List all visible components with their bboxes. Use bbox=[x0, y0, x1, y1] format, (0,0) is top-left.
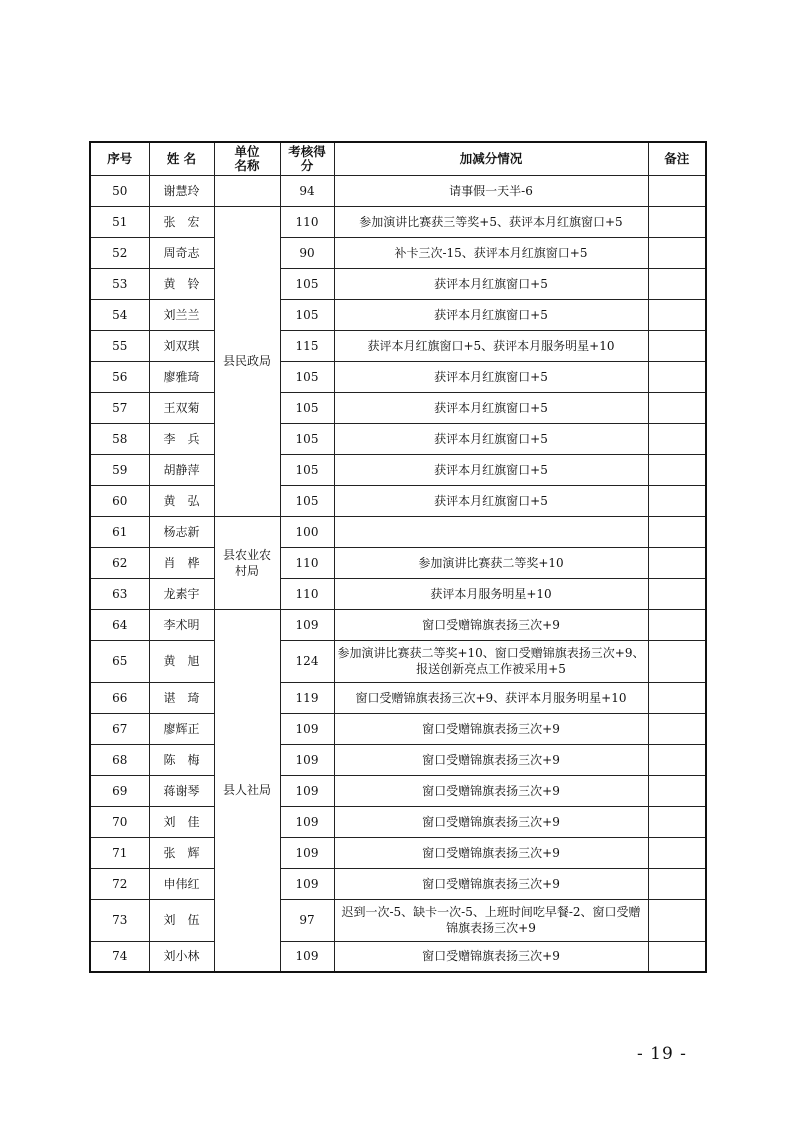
seq-cell: 63 bbox=[90, 578, 149, 609]
seq-cell: 50 bbox=[90, 175, 149, 206]
table-row bbox=[90, 868, 706, 899]
remark-cell bbox=[648, 713, 706, 744]
remark-cell bbox=[648, 206, 706, 237]
notes-cell: 获评本月红旗窗口+5 bbox=[334, 423, 648, 454]
header-seq: 序号 bbox=[90, 142, 149, 175]
remark-cell bbox=[648, 299, 706, 330]
score-cell: 105 bbox=[280, 423, 334, 454]
notes-cell: 获评本月红旗窗口+5 bbox=[334, 454, 648, 485]
assessment-table bbox=[89, 141, 707, 973]
remark-cell bbox=[648, 578, 706, 609]
score-cell: 105 bbox=[280, 299, 334, 330]
name-cell: 李术明 bbox=[149, 609, 214, 640]
remark-cell bbox=[648, 485, 706, 516]
header-remark: 备注 bbox=[648, 142, 706, 175]
header-unit: 单位 名称 bbox=[214, 142, 280, 175]
name-cell: 谢慧玲 bbox=[149, 175, 214, 206]
score-cell: 90 bbox=[280, 237, 334, 268]
name-cell: 黄 弘 bbox=[149, 485, 214, 516]
score-cell: 110 bbox=[280, 578, 334, 609]
unit-cell-minzheng: 县民政局 bbox=[214, 206, 280, 516]
table-row bbox=[90, 640, 706, 682]
seq-cell: 70 bbox=[90, 806, 149, 837]
remark-cell bbox=[648, 899, 706, 941]
table-row bbox=[90, 516, 706, 547]
table-row bbox=[90, 454, 706, 485]
remark-cell bbox=[648, 775, 706, 806]
score-cell: 105 bbox=[280, 485, 334, 516]
score-cell: 109 bbox=[280, 713, 334, 744]
remark-cell bbox=[648, 423, 706, 454]
remark-cell bbox=[648, 330, 706, 361]
table-row bbox=[90, 423, 706, 454]
seq-cell: 55 bbox=[90, 330, 149, 361]
seq-cell: 65 bbox=[90, 640, 149, 682]
seq-cell: 56 bbox=[90, 361, 149, 392]
table-row bbox=[90, 806, 706, 837]
header-notes: 加减分情况 bbox=[334, 142, 648, 175]
table-row bbox=[90, 682, 706, 713]
unit-cell-empty bbox=[214, 175, 280, 206]
table-row bbox=[90, 206, 706, 237]
remark-cell bbox=[648, 392, 706, 423]
notes-cell: 获评本月红旗窗口+5 bbox=[334, 361, 648, 392]
notes-cell: 窗口受赠锦旗表扬三次+9 bbox=[334, 837, 648, 868]
seq-cell: 62 bbox=[90, 547, 149, 578]
remark-cell bbox=[648, 806, 706, 837]
notes-cell bbox=[334, 516, 648, 547]
table-row bbox=[90, 899, 706, 941]
score-cell: 94 bbox=[280, 175, 334, 206]
seq-cell: 51 bbox=[90, 206, 149, 237]
score-cell: 105 bbox=[280, 454, 334, 485]
seq-cell: 69 bbox=[90, 775, 149, 806]
seq-cell: 71 bbox=[90, 837, 149, 868]
remark-cell bbox=[648, 516, 706, 547]
remark-cell bbox=[648, 682, 706, 713]
notes-cell: 窗口受赠锦旗表扬三次+9、获评本月服务明星+10 bbox=[334, 682, 648, 713]
table-row bbox=[90, 237, 706, 268]
seq-cell: 61 bbox=[90, 516, 149, 547]
table-row bbox=[90, 837, 706, 868]
name-cell: 刘 伍 bbox=[149, 899, 214, 941]
name-cell: 龙素宇 bbox=[149, 578, 214, 609]
notes-cell: 迟到一次-5、缺卡一次-5、上班时间吃早餐-2、窗口受赠锦旗表扬三次+9 bbox=[334, 899, 648, 941]
name-cell: 陈 梅 bbox=[149, 744, 214, 775]
name-cell: 胡静萍 bbox=[149, 454, 214, 485]
notes-cell: 窗口受赠锦旗表扬三次+9 bbox=[334, 941, 648, 972]
notes-cell: 参加演讲比赛获三等奖+5、获评本月红旗窗口+5 bbox=[334, 206, 648, 237]
notes-cell: 获评本月红旗窗口+5 bbox=[334, 299, 648, 330]
seq-cell: 74 bbox=[90, 941, 149, 972]
table-row bbox=[90, 941, 706, 972]
notes-cell: 获评本月红旗窗口+5 bbox=[334, 268, 648, 299]
score-cell: 97 bbox=[280, 899, 334, 941]
seq-cell: 57 bbox=[90, 392, 149, 423]
seq-cell: 64 bbox=[90, 609, 149, 640]
seq-cell: 54 bbox=[90, 299, 149, 330]
notes-cell: 窗口受赠锦旗表扬三次+9 bbox=[334, 775, 648, 806]
notes-cell: 获评本月红旗窗口+5 bbox=[334, 392, 648, 423]
notes-cell: 获评本月红旗窗口+5 bbox=[334, 485, 648, 516]
score-cell: 109 bbox=[280, 775, 334, 806]
notes-cell: 补卡三次-15、获评本月红旗窗口+5 bbox=[334, 237, 648, 268]
table-row bbox=[90, 744, 706, 775]
table-row bbox=[90, 547, 706, 578]
notes-cell: 窗口受赠锦旗表扬三次+9 bbox=[334, 868, 648, 899]
seq-cell: 73 bbox=[90, 899, 149, 941]
remark-cell bbox=[648, 361, 706, 392]
score-cell: 124 bbox=[280, 640, 334, 682]
table-row bbox=[90, 485, 706, 516]
remark-cell bbox=[648, 941, 706, 972]
unit-cell-nongye: 县农业农村局 bbox=[214, 516, 280, 609]
score-cell: 110 bbox=[280, 547, 334, 578]
remark-cell bbox=[648, 868, 706, 899]
score-cell: 109 bbox=[280, 941, 334, 972]
name-cell: 刘兰兰 bbox=[149, 299, 214, 330]
header-name: 姓 名 bbox=[149, 142, 214, 175]
name-cell: 刘小林 bbox=[149, 941, 214, 972]
name-cell: 李 兵 bbox=[149, 423, 214, 454]
seq-cell: 68 bbox=[90, 744, 149, 775]
notes-cell: 请事假一天半-6 bbox=[334, 175, 648, 206]
seq-cell: 67 bbox=[90, 713, 149, 744]
notes-cell: 参加演讲比赛获二等奖+10、窗口受赠锦旗表扬三次+9、报送创新亮点工作被采用+5 bbox=[334, 640, 648, 682]
remark-cell bbox=[648, 268, 706, 299]
table-row bbox=[90, 299, 706, 330]
name-cell: 谌 琦 bbox=[149, 682, 214, 713]
seq-cell: 53 bbox=[90, 268, 149, 299]
notes-cell: 窗口受赠锦旗表扬三次+9 bbox=[334, 744, 648, 775]
seq-cell: 52 bbox=[90, 237, 149, 268]
seq-cell: 72 bbox=[90, 868, 149, 899]
seq-cell: 58 bbox=[90, 423, 149, 454]
notes-cell: 获评本月红旗窗口+5、获评本月服务明星+10 bbox=[334, 330, 648, 361]
score-cell: 105 bbox=[280, 392, 334, 423]
name-cell: 黄 铃 bbox=[149, 268, 214, 299]
name-cell: 蒋谢琴 bbox=[149, 775, 214, 806]
notes-cell: 参加演讲比赛获二等奖+10 bbox=[334, 547, 648, 578]
remark-cell bbox=[648, 547, 706, 578]
remark-cell bbox=[648, 175, 706, 206]
score-cell: 119 bbox=[280, 682, 334, 713]
score-cell: 100 bbox=[280, 516, 334, 547]
name-cell: 王双菊 bbox=[149, 392, 214, 423]
name-cell: 廖雅琦 bbox=[149, 361, 214, 392]
header-row bbox=[90, 142, 706, 175]
score-cell: 110 bbox=[280, 206, 334, 237]
remark-cell bbox=[648, 454, 706, 485]
score-cell: 109 bbox=[280, 837, 334, 868]
notes-cell: 窗口受赠锦旗表扬三次+9 bbox=[334, 609, 648, 640]
seq-cell: 66 bbox=[90, 682, 149, 713]
remark-cell bbox=[648, 237, 706, 268]
table-row bbox=[90, 268, 706, 299]
notes-cell: 窗口受赠锦旗表扬三次+9 bbox=[334, 713, 648, 744]
name-cell: 肖 桦 bbox=[149, 547, 214, 578]
unit-cell-renshe: 县人社局 bbox=[214, 609, 280, 972]
remark-cell bbox=[648, 744, 706, 775]
notes-cell: 获评本月服务明星+10 bbox=[334, 578, 648, 609]
score-cell: 105 bbox=[280, 361, 334, 392]
name-cell: 张 宏 bbox=[149, 206, 214, 237]
table-row bbox=[90, 578, 706, 609]
notes-cell: 窗口受赠锦旗表扬三次+9 bbox=[334, 806, 648, 837]
remark-cell bbox=[648, 609, 706, 640]
name-cell: 刘双琪 bbox=[149, 330, 214, 361]
header-score: 考核得分 bbox=[280, 142, 334, 175]
name-cell: 黄 旭 bbox=[149, 640, 214, 682]
remark-cell bbox=[648, 640, 706, 682]
name-cell: 刘 佳 bbox=[149, 806, 214, 837]
table-row bbox=[90, 361, 706, 392]
seq-cell: 60 bbox=[90, 485, 149, 516]
score-cell: 115 bbox=[280, 330, 334, 361]
remark-cell bbox=[648, 837, 706, 868]
name-cell: 申伟红 bbox=[149, 868, 214, 899]
seq-cell: 59 bbox=[90, 454, 149, 485]
score-cell: 109 bbox=[280, 744, 334, 775]
page-number: - 19 - bbox=[637, 1044, 687, 1064]
name-cell: 廖辉正 bbox=[149, 713, 214, 744]
table-row bbox=[90, 713, 706, 744]
score-cell: 109 bbox=[280, 868, 334, 899]
table-row bbox=[90, 392, 706, 423]
score-cell: 105 bbox=[280, 268, 334, 299]
table-row bbox=[90, 775, 706, 806]
score-cell: 109 bbox=[280, 609, 334, 640]
score-cell: 109 bbox=[280, 806, 334, 837]
name-cell: 张 辉 bbox=[149, 837, 214, 868]
table-row bbox=[90, 175, 706, 206]
table-row bbox=[90, 609, 706, 640]
table-row bbox=[90, 330, 706, 361]
name-cell: 杨志新 bbox=[149, 516, 214, 547]
name-cell: 周奇志 bbox=[149, 237, 214, 268]
